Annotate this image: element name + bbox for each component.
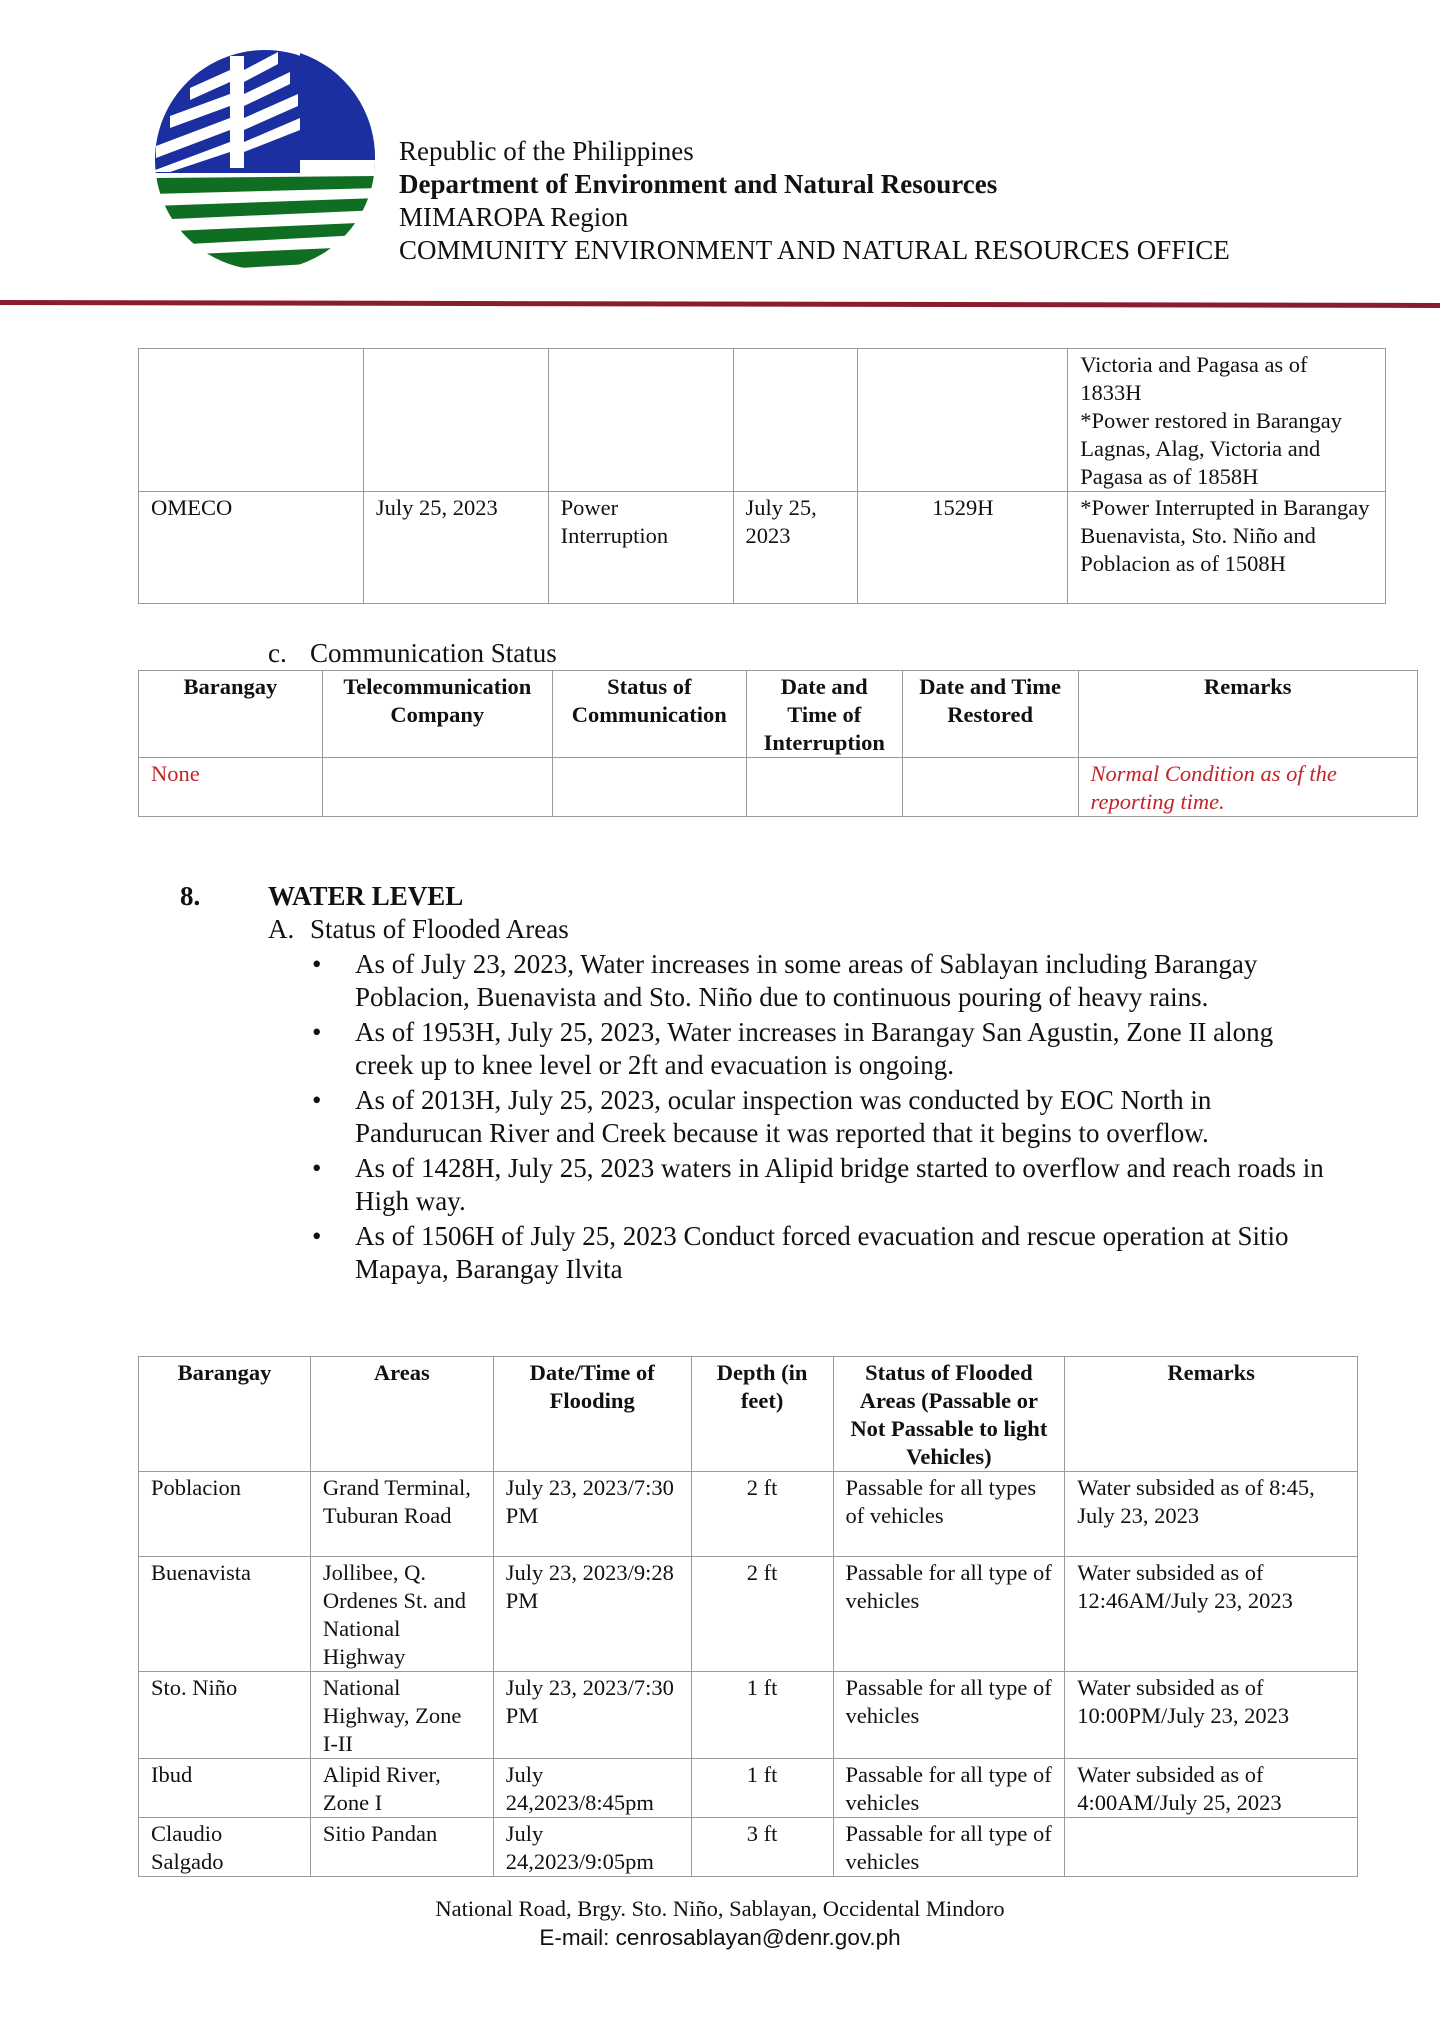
communication-status-table xyxy=(138,670,1418,817)
flooded-areas-table xyxy=(138,1356,1358,1877)
list-item-text: As of 1506H of July 25, 2023 Conduct forced evacuation and rescue operation at Sitio Mapaya, Barangay Ilvita xyxy=(355,1221,1289,1284)
table-row xyxy=(139,1472,1358,1557)
table-cell: Ibud xyxy=(139,1759,311,1818)
table-cell xyxy=(858,349,1068,492)
header-department: Department of Environment and Natural Resources xyxy=(399,169,998,199)
table-cell: July 24,2023/8:45pm xyxy=(493,1759,691,1818)
column-header: Depth (in feet) xyxy=(691,1357,833,1472)
list-item xyxy=(304,948,1324,1014)
communication-title: Communication Status xyxy=(310,638,557,668)
list-item-text: As of July 23, 2023, Water increases in some areas of Sablayan including Barangay Poblacion, Buenavista and Sto. Niño due to continuous pouring of heavy rains. xyxy=(355,949,1258,1012)
table-cell: *Power Interrupted in Barangay Buenavista, Sto. Niño and Poblacion as of 1508H xyxy=(1068,492,1386,604)
table-cell: Passable for all type of vehicles xyxy=(833,1672,1065,1759)
table-header-row xyxy=(139,1357,1358,1472)
list-item xyxy=(304,1220,1324,1286)
table-cell: Buenavista xyxy=(139,1557,311,1672)
table-cell: 1 ft xyxy=(691,1672,833,1759)
list-item-text: As of 1953H, July 25, 2023, Water increases in Barangay San Agustin, Zone II along creek up to knee level or 2ft and evacuation is ongoing. xyxy=(355,1017,1274,1080)
list-item xyxy=(304,1084,1324,1150)
table-cell: Normal Condition as of the reporting time. xyxy=(1078,758,1417,817)
column-header: Date/Time of Flooding xyxy=(493,1357,691,1472)
column-header: Remarks xyxy=(1078,671,1417,758)
table-cell: 3 ft xyxy=(691,1818,833,1877)
header-republic: Republic of the Philippines xyxy=(399,136,694,166)
table-cell xyxy=(746,758,902,817)
footer-address: National Road, Brgy. Sto. Niño, Sablayan, Occidental Mindoro xyxy=(435,1896,1005,1921)
table-cell: Jollibee, Q. Ordenes St. and National Highway xyxy=(310,1557,493,1672)
table-row xyxy=(139,1759,1358,1818)
table-cell: 1 ft xyxy=(691,1759,833,1818)
table-cell: Poblacion xyxy=(139,1472,311,1557)
table-cell: July 25, 2023 xyxy=(733,492,858,604)
communication-letter: c. xyxy=(268,638,287,668)
table-cell: Power Interruption xyxy=(548,492,733,604)
table-cell: Water subsided as of 10:00PM/July 23, 2023 xyxy=(1065,1672,1358,1759)
table-cell xyxy=(363,349,548,492)
bullet-icon: • xyxy=(312,1017,322,1047)
bullet-icon: • xyxy=(312,1221,322,1251)
table-row xyxy=(139,492,1386,604)
list-item xyxy=(304,1016,1324,1082)
table-cell: July 23, 2023/7:30 PM xyxy=(493,1472,691,1557)
table-cell: 2 ft xyxy=(691,1472,833,1557)
table-cell: Sitio Pandan xyxy=(310,1818,493,1877)
section-heading xyxy=(180,880,463,912)
column-header: Areas xyxy=(310,1357,493,1472)
table-cell xyxy=(1065,1818,1358,1877)
table-row xyxy=(139,758,1418,817)
table-cell xyxy=(552,758,746,817)
table-cell: 2 ft xyxy=(691,1557,833,1672)
table-cell: OMECO xyxy=(139,492,364,604)
table-cell xyxy=(902,758,1078,817)
table-cell xyxy=(733,349,858,492)
table-cell: Passable for all type of vehicles xyxy=(833,1557,1065,1672)
office-header xyxy=(399,135,1230,267)
section-title: WATER LEVEL xyxy=(268,881,464,911)
table-row xyxy=(139,349,1386,492)
header-region: MIMAROPA Region xyxy=(399,202,629,232)
header-office: COMMUNITY ENVIRONMENT AND NATURAL RESOURCES OFFICE xyxy=(399,235,1230,265)
table-cell: Passable for all type of vehicles xyxy=(833,1759,1065,1818)
subsection-letter: A. xyxy=(268,914,295,944)
table-cell: Claudio Salgado xyxy=(139,1818,311,1877)
denr-logo xyxy=(150,48,380,273)
table-header-row xyxy=(139,671,1418,758)
bullet-icon: • xyxy=(312,949,322,979)
flood-status-list xyxy=(304,948,1324,1288)
subsection-heading xyxy=(268,913,569,945)
column-header: Date and Time of Interruption xyxy=(746,671,902,758)
table-cell: Grand Terminal, Tuburan Road xyxy=(310,1472,493,1557)
subsection-title: Status of Flooded Areas xyxy=(310,914,569,944)
table-cell: Water subsided as of 12:46AM/July 23, 2023 xyxy=(1065,1557,1358,1672)
footer-email: E-mail: cenrosablayan@denr.gov.ph xyxy=(539,1925,901,1950)
bullet-icon: • xyxy=(312,1153,322,1183)
column-header: Barangay xyxy=(139,1357,311,1472)
bullet-icon: • xyxy=(312,1085,322,1115)
header-divider xyxy=(0,300,1440,308)
table-cell: July 23, 2023/7:30 PM xyxy=(493,1672,691,1759)
table-cell: Victoria and Pagasa as of 1833H *Power restored in Barangay Lagnas, Alag, Victoria and Pagasa as of 1858H xyxy=(1068,349,1386,492)
table-row xyxy=(139,1557,1358,1672)
power-status-table xyxy=(138,348,1386,604)
column-header: Status of Flooded Areas (Passable or Not Passable to light Vehicles) xyxy=(833,1357,1065,1472)
communication-heading xyxy=(268,637,557,669)
table-cell: Passable for all types of vehicles xyxy=(833,1472,1065,1557)
table-cell: Passable for all type of vehicles xyxy=(833,1818,1065,1877)
list-item-text: As of 1428H, July 25, 2023 waters in Alipid bridge started to overflow and reach roads in High way. xyxy=(355,1153,1324,1216)
table-cell: July 24,2023/9:05pm xyxy=(493,1818,691,1877)
table-row xyxy=(139,1672,1358,1759)
table-cell: July 23, 2023/9:28 PM xyxy=(493,1557,691,1672)
table-cell: National Highway, Zone I-II xyxy=(310,1672,493,1759)
column-header: Date and Time Restored xyxy=(902,671,1078,758)
table-cell: None xyxy=(139,758,323,817)
column-header: Telecommunication Company xyxy=(322,671,552,758)
table-cell: July 25, 2023 xyxy=(363,492,548,604)
column-header: Remarks xyxy=(1065,1357,1358,1472)
section-number: 8. xyxy=(180,881,201,911)
table-cell: Alipid River, Zone I xyxy=(310,1759,493,1818)
table-cell: Water subsided as of 4:00AM/July 25, 2023 xyxy=(1065,1759,1358,1818)
list-item-text: As of 2013H, July 25, 2023, ocular inspection was conducted by EOC North in Pandurucan River and Creek because it was reported that it begins to overflow. xyxy=(355,1085,1212,1148)
table-cell: Water subsided as of 8:45, July 23, 2023 xyxy=(1065,1472,1358,1557)
column-header: Barangay xyxy=(139,671,323,758)
table-cell xyxy=(548,349,733,492)
table-row xyxy=(139,1818,1358,1877)
table-cell: 1529H xyxy=(858,492,1068,604)
table-cell xyxy=(139,349,364,492)
list-item xyxy=(304,1152,1324,1218)
column-header: Status of Communication xyxy=(552,671,746,758)
table-cell: Sto. Niño xyxy=(139,1672,311,1759)
table-cell xyxy=(322,758,552,817)
